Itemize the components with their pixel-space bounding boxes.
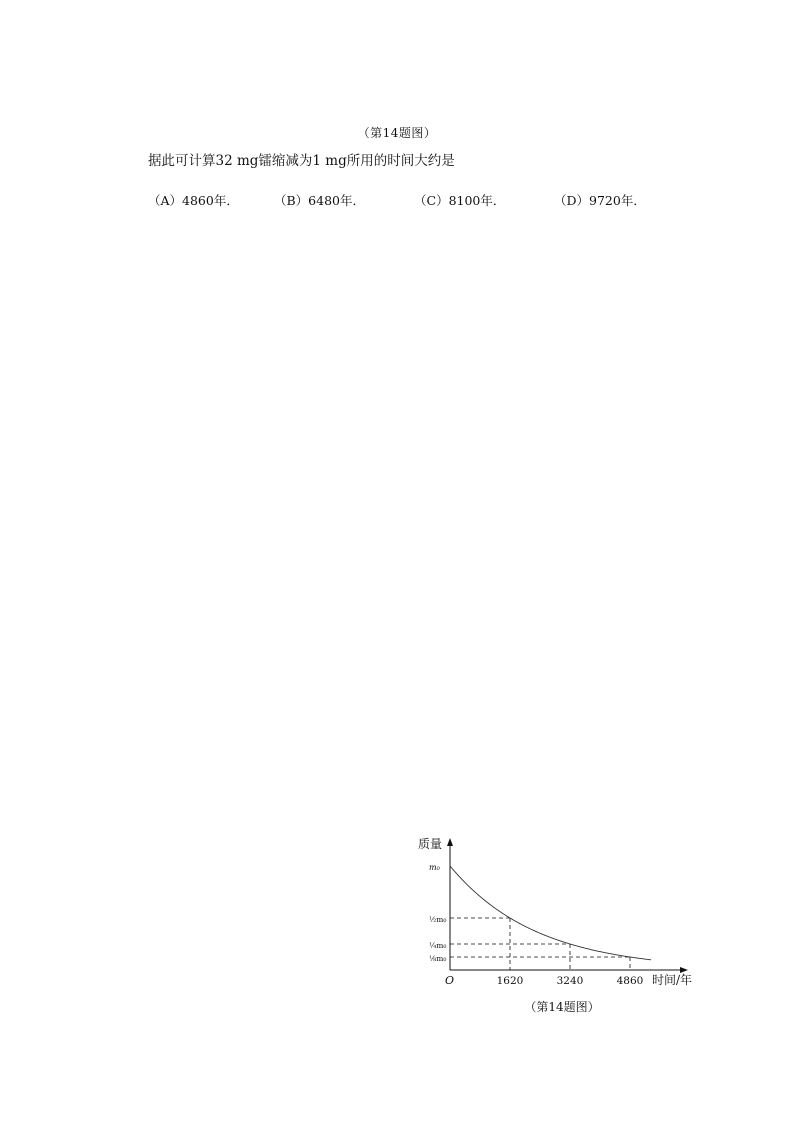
figure-caption-top: （第14题图） (357, 126, 437, 140)
decay-chart-svg (412, 828, 712, 998)
decay-chart (412, 828, 712, 1028)
y-tick-label: ½m₀ (429, 915, 447, 924)
y-tick-label: ¼m₀ (429, 941, 447, 950)
x-tick-label: 4860 (616, 975, 644, 987)
option-d[interactable]: （D）9720年． (554, 193, 646, 208)
origin-label: O (445, 974, 455, 987)
answer-options (0, 191, 794, 211)
y-axis-label: 质量 (418, 837, 443, 851)
y-tick-labels (429, 863, 446, 963)
x-axis-label: 时间/年 (652, 973, 693, 987)
figure-caption-bottom: （第14题图） (524, 1000, 600, 1014)
question-text: 据此可计算32 mg镭缩减为1 mg所用的时间大约是 (148, 153, 455, 169)
option-c[interactable]: （C）8100年． (414, 193, 506, 208)
y-tick-label: m₀ (429, 863, 440, 872)
y-axis-arrow (447, 838, 453, 846)
decay-curve (450, 866, 651, 960)
y-tick-label: ⅛m₀ (429, 954, 447, 963)
option-a[interactable]: （A）4860年． (148, 193, 239, 208)
guide-lines (450, 918, 630, 970)
x-tick-label: 1620 (496, 975, 524, 987)
x-tick-label: 3240 (556, 975, 584, 987)
option-b[interactable]: （B）6480年． (274, 193, 365, 208)
x-tick-labels (497, 975, 644, 987)
